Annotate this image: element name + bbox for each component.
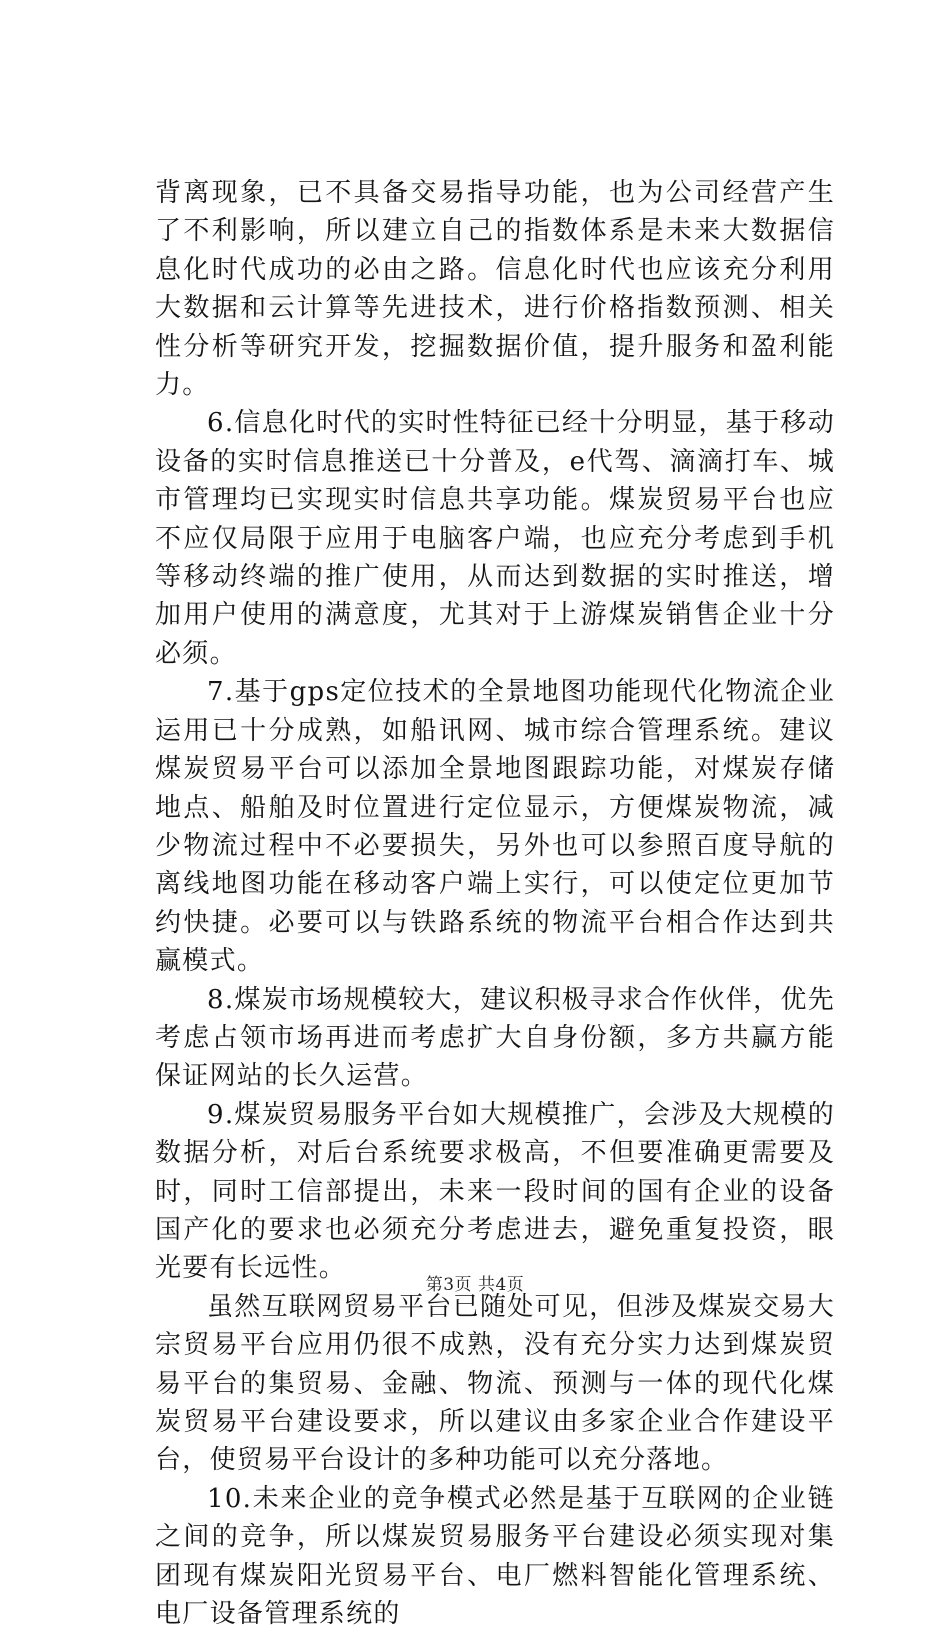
paragraph-summary: 虽然互联网贸易平台已随处可见，但涉及煤炭交易大宗贸易平台应用仍很不成熟，没有充分实力达到煤炭贸易平台的集贸易、金融、物流、预测与一体的现代化煤炭贸易平台建设要求，所以建议由多家企业合作建设平台，使贸易平台设计的多种功能可以充分落地。 <box>155 1291 835 1476</box>
paragraph-item-10: 10.未来企业的竞争模式必然是基于互联网的企业链之间的竞争，所以煤炭贸易服务平台建设必须实现对集团现有煤炭阳光贸易平台、电厂燃料智能化管理系统、电厂设备管理系统的 <box>155 1483 835 1630</box>
paragraph-item-7: 7.基于gps定位技术的全景地图功能现代化物流企业运用已十分成熟，如船讯网、城市综合管理系统。建议煤炭贸易平台可以添加全景地图跟踪功能，对煤炭存储地点、船舶及时位置进行定位显示，方便煤炭物流，减少物流过程中不必要损失，另外也可以参照百度导航的离线地图功能在移动客户端上实行，可以使定位更加节约快捷。必要可以与铁路系统的物流平台相合作达到共赢模式。 <box>155 677 835 977</box>
paragraph-item-9: 9.煤炭贸易服务平台如大规模推广，会涉及大规模的数据分析，对后台系统要求极高，不但要准确更需要及时，同时工信部提出，未来一段时间的国有企业的设备国产化的要求也必须充分考虑进去，避免重复投资，眼光要有长远性。 <box>155 1099 836 1284</box>
document-body <box>155 174 835 1633</box>
paragraph-continued: 背离现象，已不具备交易指导功能，也为公司经营产生了不利影响，所以建立自己的指数体系是未来大数据信息化时代成功的必由之路。信息化时代也应该充分利用大数据和云计算等先进技术，进行价格指数预测、相关性分析等研究开发，挖掘数据价值，提升服务和盈利能力。 <box>155 178 835 401</box>
paragraph-item-8: 8.煤炭市场规模较大，建议积极寻求合作伙伴，优先考虑占领市场再进而考虑扩大自身份额，多方共赢方能保证网站的长久运营。 <box>155 984 836 1092</box>
paragraph-item-6: 6.信息化时代的实时性特征已经十分明显，基于移动设备的实时信息推送已十分普及，e代驾、滴滴打车、城市管理均已实现实时信息共享功能。煤炭贸易平台也应不应仅局限于应用于电脑客户端，也应充分考虑到手机等移动终端的推广使用，从而达到数据的实时推送，增加用户使用的满意度，尤其对于上游煤炭销售企业十分必须。 <box>155 408 836 669</box>
page-number-footer: 第3页 共4页 <box>425 1275 525 1295</box>
